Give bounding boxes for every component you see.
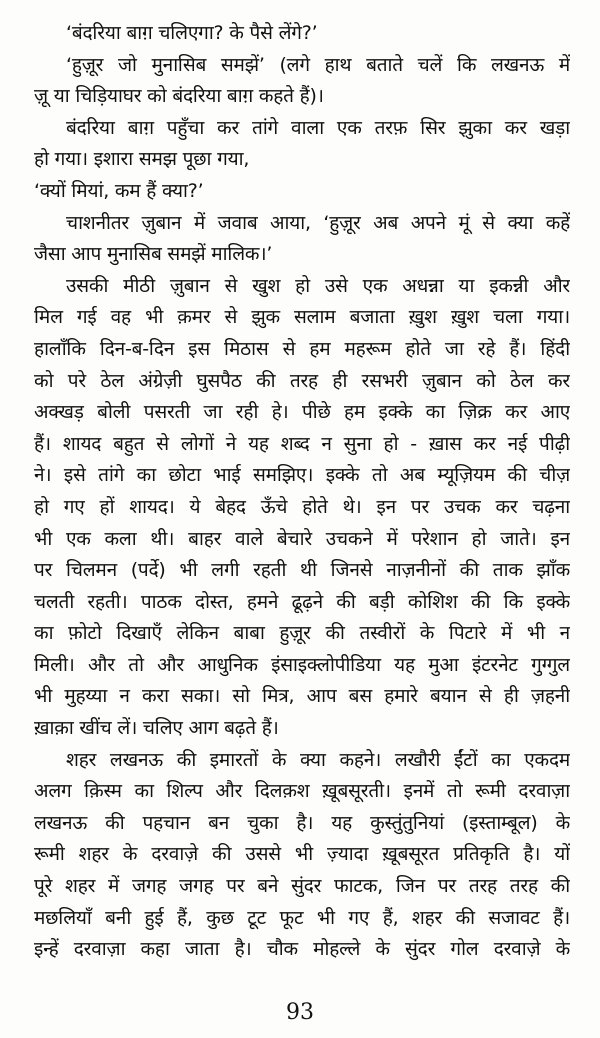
text-line: चाशनीतर ज़ुबान में जवाब आया, ‘हुज़ूर अब अपने मूं से क्या कहें <box>66 211 570 234</box>
text-line: पूरे शहर में जगह जगह पर बने सुंदर फाटक, जिन पर तरह तरह की <box>34 875 570 898</box>
text-line: मछलियाँ बनी हुई हैं, कुछ टूट फूट भी गए हैं, शहर की सजावट हैं। <box>34 906 570 929</box>
text-line: मिल गई वह भी क़मर से झुक सलाम बजाता ख़ुश ख़ुश चला गया। <box>34 306 570 329</box>
page-number: 93 <box>286 1000 314 1025</box>
text-line: हैं। शायद बहुत से लोगों ने यह शब्द न सुना हो - ख़ास कर नई पीढ़ी <box>34 432 570 455</box>
text-line: ने। इसे तांगे का छोटा भाई समझिए। इक्के तो अब म्यूज़ियम की चीज़ <box>34 464 570 487</box>
text-line: अलग क़िस्म का शिल्प और दिलक़श ख़ूबसूरती। इनमें तो रूमी दरवाज़ा <box>34 780 570 803</box>
text-line: हालाँकि दिन-ब-दिन इस मिठास से हम महरूम होते जा रहे हैं। हिंदी <box>34 337 570 360</box>
text-line: भी मुहय्या न करा सका। सो मित्र, आप बस हमारे बयान से ही ज़हनी <box>34 685 570 708</box>
text-line: इन्हें दरवाज़ा कहा जाता है। चौक मोहल्ले के सुंदर गोल दरवाज़े के <box>34 938 570 961</box>
text-line: भी एक कला थी। बाहर वाले बेचारे उचकने में परेशान हो जाते। इन <box>34 527 570 550</box>
body-text <box>34 18 570 966</box>
text-line: हो गया। इशारा समझ पूछा गया, <box>34 148 250 171</box>
text-line: जैसा आप मुनासिब समझें मालिक।’ <box>34 243 273 266</box>
text-line: ख़ाक़ा खींच लें। चलिए आग बढ़ते हैं। <box>34 717 279 740</box>
text-line: ज़ू या चिड़ियाघर को बंदरिया बाग़ कहते हैं)। <box>34 85 324 108</box>
text-line: अक्खड़ बोली पसरती जा रही हे। पीछे हम इक्के का ज़िक्र कर आए <box>34 401 570 424</box>
text-line: चलती रहती। पाठक दोस्त, हमने ढूढ़ने की बड़ी कोशिश की कि इक्के <box>34 590 570 613</box>
text-line: लखनऊ की पहचान बन चुका है। यह कुस्तुंतुनियां (इस्ताम्बूल) के <box>34 811 570 834</box>
text-line: का फ़ोटो दिखाएँ लेकिन बाबा हुज़ूर की तस्वीरों के पिटारे में भी न <box>34 622 570 645</box>
text-line: शहर लखनऊ की इमारतों के क्या कहने। लखौरी ईंटों का एकदम <box>66 748 570 771</box>
text-line: हो गए हों शायद। ये बेहद ऊँचे होते थे। इन पर उचक कर चढ़ना <box>34 495 570 518</box>
text-line: बंदरिया बाग़ पहुँचा कर तांगे वाला एक तरफ़ सिर झुका कर खड़ा <box>66 116 570 139</box>
text-line: उसकी मीठी ज़ुबान से खुश हो उसे एक अधन्ना या इकन्नी और <box>66 274 570 297</box>
text-line: ‘क्यों मियां, कम हैं क्या?’ <box>34 179 204 202</box>
text-line: ‘बंदरिया बाग़ चलिएगा? के पैसे लेंगे?’ <box>66 22 318 44</box>
text-line: मिली। और तो और आधुनिक इंसाइक्लोपीडिया यह मुआ इंटरनेट गुग्गुल <box>34 653 570 676</box>
text-line: पर चिलमन (पर्दे) भी लगी रहती थी जिनसे नाज़नीनों की ताक झाँक <box>34 559 570 582</box>
text-line: को परे ठेल अंग्रेज़ी घुसपैठ की तरह ही रसभरी ज़ुबान को ठेल कर <box>34 369 570 392</box>
text-line: रूमी शहर के दरवाज़े की उससे भी ज़्यादा ख़ूबसूरत प्रतिकृति है। यों <box>34 843 570 866</box>
text-line: ‘हुज़ूर जो मुनासिब समझें’ (लगे हाथ बताते चलें कि लखनऊ में <box>66 53 570 76</box>
